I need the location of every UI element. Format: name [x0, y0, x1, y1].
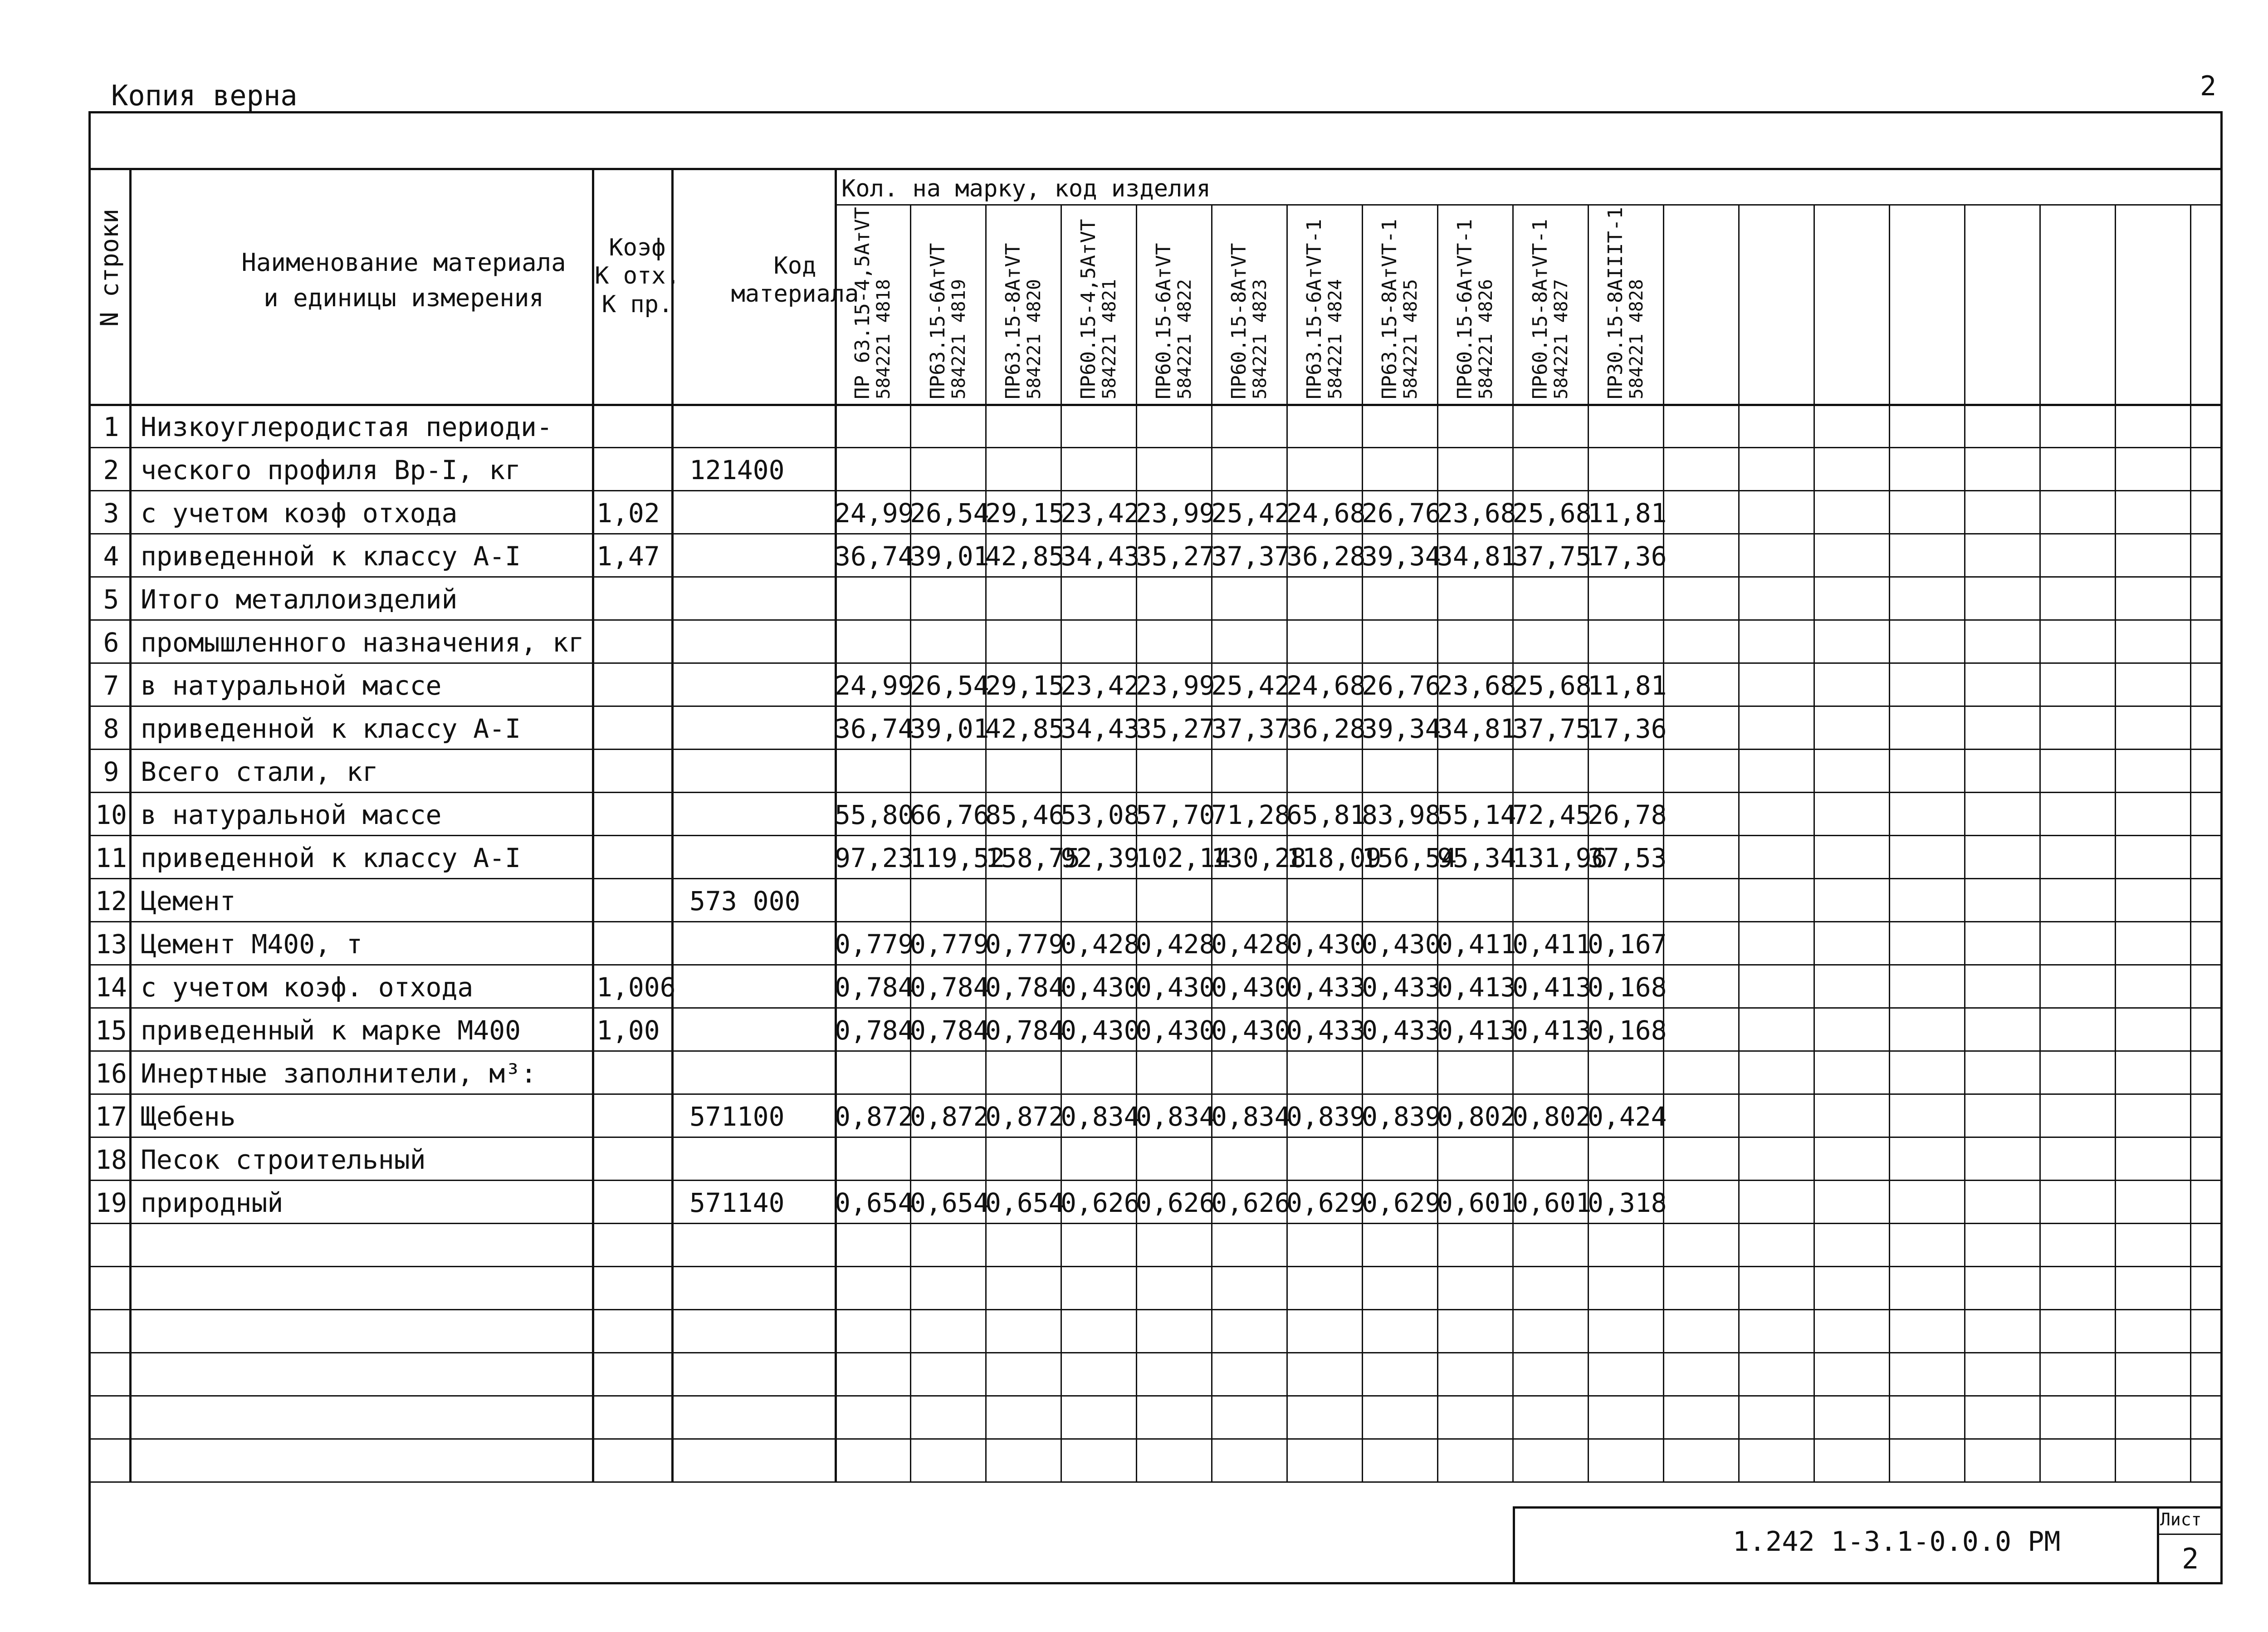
- quantity-cell: 37,37: [1211, 541, 1290, 572]
- quantity-cell: 36,74: [835, 541, 914, 572]
- column-line: [835, 168, 837, 1481]
- quantity-cell: 0,629: [1362, 1187, 1441, 1218]
- row-line: [88, 1093, 2220, 1095]
- quantity-cell: 0,428: [1061, 929, 1140, 960]
- quantity-cell: 0,802: [1437, 1101, 1516, 1132]
- material-code: 571140: [689, 1187, 785, 1218]
- quantity-cell: 0,601: [1512, 1187, 1592, 1218]
- quantity-cell: 29,15: [985, 670, 1065, 701]
- quantity-cell: 0,654: [910, 1187, 989, 1218]
- material-name: Низкоуглеродистая периоди-: [141, 412, 552, 442]
- row-line: [88, 1223, 2220, 1224]
- quantity-cell: 35,27: [1136, 713, 1215, 744]
- material-name: приведенной к классу А-I: [141, 843, 521, 873]
- quantity-cell: 24,68: [1286, 670, 1366, 701]
- quantity-cell: 0,433: [1362, 972, 1441, 1003]
- row-number: 15: [95, 1015, 127, 1046]
- title-block-top-line: [1513, 1506, 2223, 1509]
- material-name: приведенной к классу А-I: [141, 713, 521, 744]
- row-line: [88, 706, 2220, 707]
- quantity-cell: 25,68: [1512, 670, 1592, 701]
- product-column-line: [985, 204, 987, 1481]
- product-mark-header: ПР63.15-6АтVТ: [926, 243, 949, 399]
- document-code: 1.242 1-3.1-0.0.0 РМ: [1733, 1526, 2061, 1558]
- row-line: [88, 1395, 2220, 1397]
- quantity-cell: 0,430: [1061, 972, 1140, 1003]
- coefficient-value: 1,006: [596, 972, 676, 1003]
- product-column-line: [1136, 204, 1137, 1481]
- quantity-cell: 0,872: [910, 1101, 989, 1132]
- quantity-cell: 0,626: [1061, 1187, 1140, 1218]
- row-line: [88, 404, 2220, 406]
- quantity-cell: 57,70: [1136, 799, 1215, 830]
- row-line: [88, 1050, 2220, 1052]
- row-number: 3: [103, 498, 119, 529]
- quantity-cell: 0,629: [1286, 1187, 1366, 1218]
- row-number: 1: [103, 412, 119, 442]
- quantity-cell: 0,626: [1211, 1187, 1290, 1218]
- quantity-cell: 23,99: [1136, 670, 1215, 701]
- quantity-cell: 0,433: [1286, 1015, 1366, 1046]
- row-line: [88, 576, 2220, 578]
- quantity-cell: 97,23: [835, 843, 914, 873]
- quantity-cell: 0,433: [1362, 1015, 1441, 1046]
- corner-sheet-number: 2: [2200, 70, 2217, 102]
- quantity-cell: 0,779: [985, 929, 1065, 960]
- sheet-label: Лист: [2160, 1509, 2202, 1529]
- product-column-line: [1362, 204, 1363, 1481]
- quantity-cell: 0,601: [1437, 1187, 1516, 1218]
- material-code: 571100: [689, 1101, 785, 1132]
- quantity-cell: 11,81: [1588, 670, 1667, 701]
- product-code-header: 584221 4825: [1400, 279, 1421, 399]
- row-line: [88, 619, 2220, 621]
- product-column-line: [1813, 204, 1815, 1481]
- material-name: Цемент М400, т: [141, 929, 362, 960]
- row-number: 10: [95, 799, 127, 830]
- quantity-cell: 37,53: [1588, 843, 1667, 873]
- row-line: [88, 662, 2220, 664]
- row-number: 14: [95, 972, 127, 1003]
- material-name: Всего стали, кг: [141, 756, 378, 787]
- quantity-cell: 42,85: [985, 713, 1065, 744]
- quantity-cell: 26,78: [1588, 799, 1667, 830]
- quantity-cell: 0,168: [1588, 972, 1667, 1003]
- row-number: 5: [103, 584, 119, 615]
- row-line: [88, 1266, 2220, 1267]
- quantity-cell: 25,42: [1211, 670, 1290, 701]
- quantity-cell: 11,81: [1588, 498, 1667, 529]
- column-line: [671, 168, 674, 1481]
- quantity-cell: 0,779: [910, 929, 989, 960]
- product-column-line: [1738, 204, 1740, 1481]
- quantity-cell: 0,784: [910, 1015, 989, 1046]
- material-name: ческого профиля Вр-I, кг: [141, 455, 521, 485]
- product-code-header: 584221 4826: [1476, 279, 1496, 399]
- row-number: 13: [95, 929, 127, 960]
- product-column-line: [1964, 204, 1965, 1481]
- quantity-cell: 0,428: [1136, 929, 1215, 960]
- product-column-line: [1211, 204, 1212, 1481]
- material-name: Итого металлоизделий: [141, 584, 458, 615]
- product-mark-header: ПР60.15-6АтVТ-1: [1453, 219, 1476, 399]
- header-material-name: Наименование материала и единицы измерения: [241, 248, 566, 313]
- row-line: [88, 792, 2220, 793]
- quantity-cell: 26,54: [910, 670, 989, 701]
- quantity-cell: 158,75: [985, 843, 1080, 873]
- quantity-cell: 39,34: [1362, 541, 1441, 572]
- copy-verified-stamp: Копия верна: [111, 79, 298, 112]
- quantity-cell: 131,96: [1512, 843, 1608, 873]
- row-line: [88, 921, 2220, 922]
- product-code-header: 584221 4824: [1325, 279, 1346, 399]
- quantity-cell: 17,36: [1588, 713, 1667, 744]
- coefficient-value: 1,02: [596, 498, 660, 529]
- quantity-cell: 72,45: [1512, 799, 1592, 830]
- product-code-header: 584221 4823: [1250, 279, 1271, 399]
- row-number: 2: [103, 455, 119, 485]
- quantity-cell: 0,834: [1211, 1101, 1290, 1132]
- row-number: 11: [95, 843, 127, 873]
- quantity-cell: 0,430: [1286, 929, 1366, 960]
- row-number: 12: [95, 886, 127, 916]
- quantity-cell: 119,52: [910, 843, 1005, 873]
- product-code-header: 584221 4827: [1551, 279, 1572, 399]
- product-column-line: [2115, 204, 2116, 1481]
- title-block-sheet-split: [2157, 1534, 2220, 1535]
- quantity-cell: 35,27: [1136, 541, 1215, 572]
- quantity-cell: 156,54: [1362, 843, 1457, 873]
- column-line: [129, 168, 132, 1481]
- quantity-cell: 0,834: [1136, 1101, 1215, 1132]
- product-mark-header: ПР60.15-4,5АтVТ: [1077, 219, 1100, 399]
- quantity-cell: 0,626: [1136, 1187, 1215, 1218]
- quantity-cell: 24,68: [1286, 498, 1366, 529]
- column-line: [592, 168, 594, 1481]
- quantity-cell: 55,14: [1437, 799, 1516, 830]
- quantity-cell: 0,872: [985, 1101, 1065, 1132]
- row-line: [88, 1352, 2220, 1353]
- quantity-cell: 23,99: [1136, 498, 1215, 529]
- row-line: [88, 1007, 2220, 1009]
- product-column-line: [1437, 204, 1438, 1481]
- material-code: 121400: [689, 455, 785, 485]
- product-column-line: [910, 204, 911, 1481]
- quantity-cell: 55,80: [835, 799, 914, 830]
- product-column-line: [1663, 204, 1664, 1481]
- row-number: 19: [95, 1187, 127, 1218]
- product-mark-header: ПР63.15-8АтVТ-1: [1378, 219, 1401, 399]
- row-number: 4: [103, 541, 119, 572]
- quantity-cell: 36,28: [1286, 713, 1366, 744]
- quantity-cell: 65,81: [1286, 799, 1366, 830]
- quantity-cell: 0,430: [1211, 1015, 1290, 1046]
- product-code-header: 584221 4821: [1099, 279, 1120, 399]
- frame-top-line: [88, 111, 2223, 113]
- material-name: промышленного назначения, кг: [141, 627, 584, 658]
- header-row-number: N строки: [95, 208, 124, 327]
- product-mark-header: ПР63.15-8АтVТ: [1002, 243, 1025, 399]
- product-mark-header: ПР 63.15-4,5АтVТ: [851, 207, 874, 399]
- row-line: [88, 835, 2220, 836]
- row-line: [88, 533, 2220, 534]
- product-column-line: [1889, 204, 1890, 1481]
- quantity-cell: 0,318: [1588, 1187, 1667, 1218]
- material-code: 573 000: [689, 886, 801, 916]
- row-line: [88, 878, 2220, 879]
- material-name: Инертные заполнители, м³:: [141, 1058, 537, 1089]
- row-line: [88, 1137, 2220, 1138]
- quantity-cell: 53,08: [1061, 799, 1140, 830]
- row-line: [88, 1481, 2220, 1483]
- row-number: 6: [103, 627, 119, 658]
- row-number: 16: [95, 1058, 127, 1089]
- quantity-cell: 39,01: [910, 541, 989, 572]
- material-name: с учетом коэф отхода: [141, 498, 458, 529]
- quantity-cell: 34,81: [1437, 713, 1516, 744]
- quantity-cell: 0,839: [1362, 1101, 1441, 1132]
- row-line: [88, 964, 2220, 965]
- product-code-header: 584221 4820: [1024, 279, 1045, 399]
- header-material-code: Код материала: [731, 252, 859, 308]
- product-code-header: 584221 4819: [948, 279, 969, 399]
- product-code-header: 584221 4818: [873, 279, 894, 399]
- quantity-cell: 26,76: [1362, 498, 1441, 529]
- row-line: [88, 490, 2220, 491]
- row-line: [88, 749, 2220, 750]
- title-block-left-line: [1513, 1506, 1515, 1582]
- row-number: 18: [95, 1144, 127, 1175]
- header-coefficient: Коэф К отх. К пр.: [595, 234, 680, 318]
- quantity-cell: 37,75: [1512, 713, 1592, 744]
- quantity-cell: 83,98: [1362, 799, 1441, 830]
- quantity-cell: 23,68: [1437, 670, 1516, 701]
- material-name: Щебень: [141, 1101, 236, 1132]
- product-column-line: [1061, 204, 1062, 1481]
- material-name: в натуральной массе: [141, 670, 442, 701]
- material-name: приведенный к марке М400: [141, 1015, 521, 1046]
- quantity-cell: 0,411: [1512, 929, 1592, 960]
- quantity-cell: 0,802: [1512, 1101, 1592, 1132]
- quantity-cell: 0,430: [1136, 1015, 1215, 1046]
- quantity-cell: 0,784: [985, 972, 1065, 1003]
- material-name: с учетом коэф. отхода: [141, 972, 474, 1003]
- header-top-line: [88, 168, 2220, 170]
- quantity-cell: 34,81: [1437, 541, 1516, 572]
- coefficient-value: 1,47: [596, 541, 660, 572]
- row-line: [88, 1309, 2220, 1310]
- quantity-cell: 23,42: [1061, 670, 1140, 701]
- title-block-sheet-divider: [2157, 1506, 2159, 1582]
- quantity-cell: 39,01: [910, 713, 989, 744]
- product-mark-header: ПР30.15-8АIIIТ-1: [1604, 207, 1627, 399]
- quantity-cell: 0,430: [1362, 929, 1441, 960]
- product-mark-header: ПР60.15-8АтVТ-1: [1529, 219, 1552, 399]
- quantity-cell: 0,168: [1588, 1015, 1667, 1046]
- quantity-cell: 0,433: [1286, 972, 1366, 1003]
- material-name: Песок строительный: [141, 1144, 426, 1175]
- quantity-cell: 0,411: [1437, 929, 1516, 960]
- row-line: [88, 1438, 2220, 1440]
- quantity-cell: 102,14: [1136, 843, 1231, 873]
- row-line: [88, 447, 2220, 448]
- product-mark-header: ПР63.15-6АтVТ-1: [1303, 219, 1326, 399]
- quantity-cell: 39,34: [1362, 713, 1441, 744]
- quantity-cell: 92,39: [1061, 843, 1140, 873]
- quantity-cell: 37,37: [1211, 713, 1290, 744]
- quantity-cell: 36,28: [1286, 541, 1366, 572]
- frame-bottom-line: [88, 1582, 2223, 1584]
- quantity-cell: 34,43: [1061, 541, 1140, 572]
- row-number: 17: [95, 1101, 127, 1132]
- quantity-cell: 0,654: [985, 1187, 1065, 1218]
- product-column-line: [1588, 204, 1589, 1481]
- quantity-cell: 0,430: [1061, 1015, 1140, 1046]
- quantity-cell: 23,68: [1437, 498, 1516, 529]
- quantity-cell: 0,428: [1211, 929, 1290, 960]
- quantity-cell: 0,834: [1061, 1101, 1140, 1132]
- product-column-line: [1512, 204, 1514, 1481]
- quantity-cell: 26,76: [1362, 670, 1441, 701]
- header-quantity-group: Кол. на марку, код изделия: [841, 175, 1211, 202]
- quantity-cell: 17,36: [1588, 541, 1667, 572]
- quantity-cell: 85,46: [985, 799, 1065, 830]
- quantity-cell: 66,76: [910, 799, 989, 830]
- quantity-cell: 36,74: [835, 713, 914, 744]
- product-code-header: 584221 4828: [1626, 279, 1647, 399]
- quantity-cell: 0,784: [835, 972, 914, 1003]
- qty-group-underline: [835, 204, 2220, 206]
- quantity-cell: 0,654: [835, 1187, 914, 1218]
- material-name: Цемент: [141, 886, 236, 916]
- product-column-line: [2190, 204, 2191, 1481]
- material-name: в натуральной массе: [141, 799, 442, 830]
- quantity-cell: 0,839: [1286, 1101, 1366, 1132]
- product-mark-header: ПР60.15-8АтVТ: [1227, 243, 1251, 399]
- quantity-cell: 37,75: [1512, 541, 1592, 572]
- material-name: природный: [141, 1187, 284, 1218]
- quantity-cell: 34,43: [1061, 713, 1140, 744]
- quantity-cell: 24,99: [835, 670, 914, 701]
- quantity-cell: 130,28: [1211, 843, 1306, 873]
- quantity-cell: 0,413: [1512, 972, 1592, 1003]
- frame-right-line: [2220, 111, 2223, 1583]
- quantity-cell: 25,42: [1211, 498, 1290, 529]
- quantity-cell: 0,872: [835, 1101, 914, 1132]
- quantity-cell: 0,167: [1588, 929, 1667, 960]
- product-column-line: [2039, 204, 2041, 1481]
- quantity-cell: 0,413: [1437, 1015, 1516, 1046]
- quantity-cell: 0,424: [1588, 1101, 1667, 1132]
- material-name: приведенной к классу А-I: [141, 541, 521, 572]
- row-number: 7: [103, 670, 119, 701]
- quantity-cell: 95,34: [1437, 843, 1516, 873]
- quantity-cell: 118,09: [1286, 843, 1382, 873]
- quantity-cell: 24,99: [835, 498, 914, 529]
- quantity-cell: 0,430: [1136, 972, 1215, 1003]
- quantity-cell: 26,54: [910, 498, 989, 529]
- product-mark-header: ПР60.15-6АтVТ: [1152, 243, 1175, 399]
- row-number: 9: [103, 756, 119, 787]
- quantity-cell: 0,784: [985, 1015, 1065, 1046]
- product-column-line: [1286, 204, 1288, 1481]
- quantity-cell: 0,784: [910, 972, 989, 1003]
- quantity-cell: 0,413: [1437, 972, 1516, 1003]
- quantity-cell: 42,85: [985, 541, 1065, 572]
- quantity-cell: 25,68: [1512, 498, 1592, 529]
- product-code-header: 584221 4822: [1174, 279, 1195, 399]
- sheet-number: 2: [2182, 1542, 2199, 1575]
- quantity-cell: 23,42: [1061, 498, 1140, 529]
- coefficient-value: 1,00: [596, 1015, 660, 1046]
- materials-table: [88, 168, 2220, 1475]
- quantity-cell: 71,28: [1211, 799, 1290, 830]
- quantity-cell: 29,15: [985, 498, 1065, 529]
- row-line: [88, 1180, 2220, 1181]
- row-number: 8: [103, 713, 119, 744]
- quantity-cell: 0,413: [1512, 1015, 1592, 1046]
- quantity-cell: 0,430: [1211, 972, 1290, 1003]
- quantity-cell: 0,784: [835, 1015, 914, 1046]
- quantity-cell: 0,779: [835, 929, 914, 960]
